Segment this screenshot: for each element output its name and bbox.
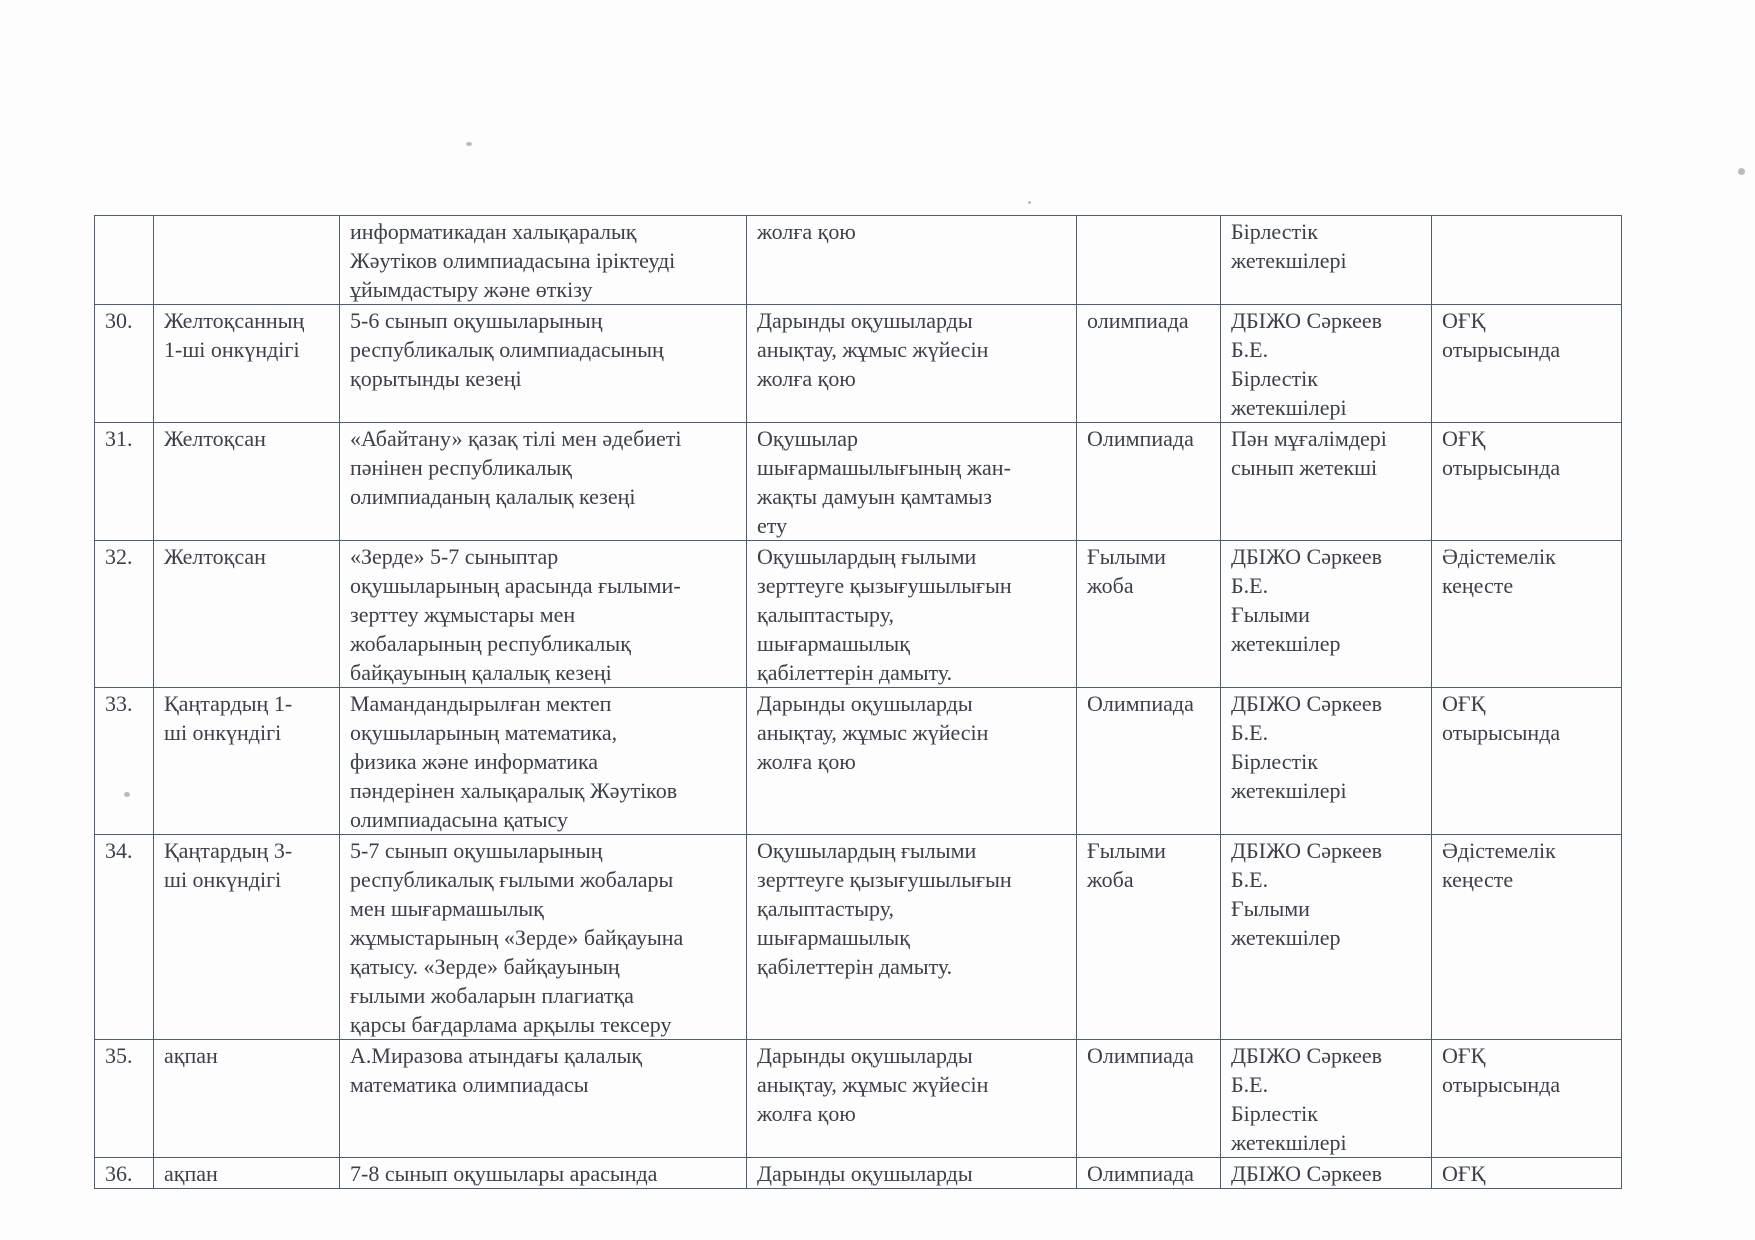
row-where: ОҒҚ (1432, 1158, 1622, 1189)
table-row (95, 216, 1622, 305)
row-form: Олимпиада (1077, 688, 1221, 835)
row-event: А.Миразова атындағы қалалық математика олимпиадасы (340, 1040, 747, 1158)
row-goal: жолға қою (747, 216, 1077, 305)
row-date: Қаңтардың 1- ші онкүндігі (154, 688, 340, 835)
row-where (1432, 216, 1622, 305)
row-form: Ғылыми жоба (1077, 541, 1221, 688)
row-number: 33. (95, 688, 154, 835)
row-date (154, 216, 340, 305)
row-number: 34. (95, 835, 154, 1040)
row-responsible: Пән мұғалімдері сынып жетекші (1221, 423, 1432, 541)
table-row (95, 835, 1622, 1040)
row-date: Қаңтардың 3- ші онкүндігі (154, 835, 340, 1040)
row-goal: Дарынды оқушыларды анықтау, жұмыс жүйесін жолға қою (747, 688, 1077, 835)
row-number (95, 216, 154, 305)
row-responsible: ДБІЖО Сәркеев Б.Е. Ғылыми жетекшілер (1221, 541, 1432, 688)
row-form: Ғылыми жоба (1077, 835, 1221, 1040)
scan-speck (1028, 201, 1031, 204)
table-row (95, 305, 1622, 423)
table-row (95, 688, 1622, 835)
row-number: 31. (95, 423, 154, 541)
row-event: 5-7 сынып оқушыларының республикалық ғылыми жобалары мен шығармашылық жұмыстарының «Зерде» байқауына қатысу. «Зерде» байқауының ғылыми жобаларын плагиатқа қарсы бағдарлама арқылы тексеру (340, 835, 747, 1040)
table-row (95, 1040, 1622, 1158)
row-where: ОҒҚ отырысында (1432, 305, 1622, 423)
row-where: ОҒҚ отырысында (1432, 423, 1622, 541)
row-responsible: ДБІЖО Сәркеев (1221, 1158, 1432, 1189)
row-event: информатикадан халықаралық Жәутіков олимпиадасына іріктеуді ұйымдастыру және өткізу (340, 216, 747, 305)
table-row (95, 423, 1622, 541)
scan-speck (1738, 168, 1745, 175)
row-goal: Дарынды оқушыларды анықтау, жұмыс жүйесін жолға қою (747, 305, 1077, 423)
table-row (95, 1158, 1622, 1189)
row-goal: Оқушылардың ғылыми зерттеуге қызығушылығын қалыптастыру, шығармашылық қабілеттерін дамыту. (747, 835, 1077, 1040)
row-date: Желтоқсан (154, 541, 340, 688)
row-responsible: ДБІЖО Сәркеев Б.Е. Бірлестік жетекшілері (1221, 688, 1432, 835)
row-form: Олимпиада (1077, 1158, 1221, 1189)
row-responsible: ДБІЖО Сәркеев Б.Е. Ғылыми жетекшілер (1221, 835, 1432, 1040)
row-responsible: Бірлестік жетекшілері (1221, 216, 1432, 305)
row-where: Әдістемелік кеңесте (1432, 835, 1622, 1040)
row-event: 5-6 сынып оқушыларының республикалық олимпиадасының қорытынды кезеңі (340, 305, 747, 423)
row-date: ақпан (154, 1158, 340, 1189)
row-event: «Абайтану» қазақ тілі мен әдебиеті пәнінен республикалық олимпиаданың қалалық кезеңі (340, 423, 747, 541)
row-form: Олимпиада (1077, 1040, 1221, 1158)
row-number: 32. (95, 541, 154, 688)
row-where: ОҒҚ отырысында (1432, 1040, 1622, 1158)
row-number: 36. (95, 1158, 154, 1189)
row-date: ақпан (154, 1040, 340, 1158)
row-responsible: ДБІЖО Сәркеев Б.Е. Бірлестік жетекшілері (1221, 1040, 1432, 1158)
row-number: 35. (95, 1040, 154, 1158)
row-date: Желтоқсан (154, 423, 340, 541)
scan-speck (466, 142, 472, 146)
row-date: Желтоқсанның 1-ші онкүндігі (154, 305, 340, 423)
row-where: ОҒҚ отырысында (1432, 688, 1622, 835)
plan-table (94, 215, 1622, 1189)
row-goal: Оқушылар шығармашылығының жан- жақты дамуын қамтамыз ету (747, 423, 1077, 541)
row-form (1077, 216, 1221, 305)
row-event: Мамандандырылған мектеп оқушыларының математика, физика және информатика пәндерінен халықаралық Жәутіков олимпиадасына қатысу (340, 688, 747, 835)
row-form: Олимпиада (1077, 423, 1221, 541)
row-goal: Дарынды оқушыларды анықтау, жұмыс жүйесін жолға қою (747, 1040, 1077, 1158)
row-event: 7-8 сынып оқушылары арасында (340, 1158, 747, 1189)
row-responsible: ДБІЖО Сәркеев Б.Е. Бірлестік жетекшілері (1221, 305, 1432, 423)
row-where: Әдістемелік кеңесте (1432, 541, 1622, 688)
table-row (95, 541, 1622, 688)
row-form: олимпиада (1077, 305, 1221, 423)
row-goal: Оқушылардың ғылыми зерттеуге қызығушылығын қалыптастыру, шығармашылық қабілеттерін дамыту. (747, 541, 1077, 688)
row-goal: Дарынды оқушыларды (747, 1158, 1077, 1189)
row-event: «Зерде» 5-7 сыныптар оқушыларының арасында ғылыми- зерттеу жұмыстары мен жобаларының республикалық байқауының қалалық кезеңі (340, 541, 747, 688)
row-number: 30. (95, 305, 154, 423)
